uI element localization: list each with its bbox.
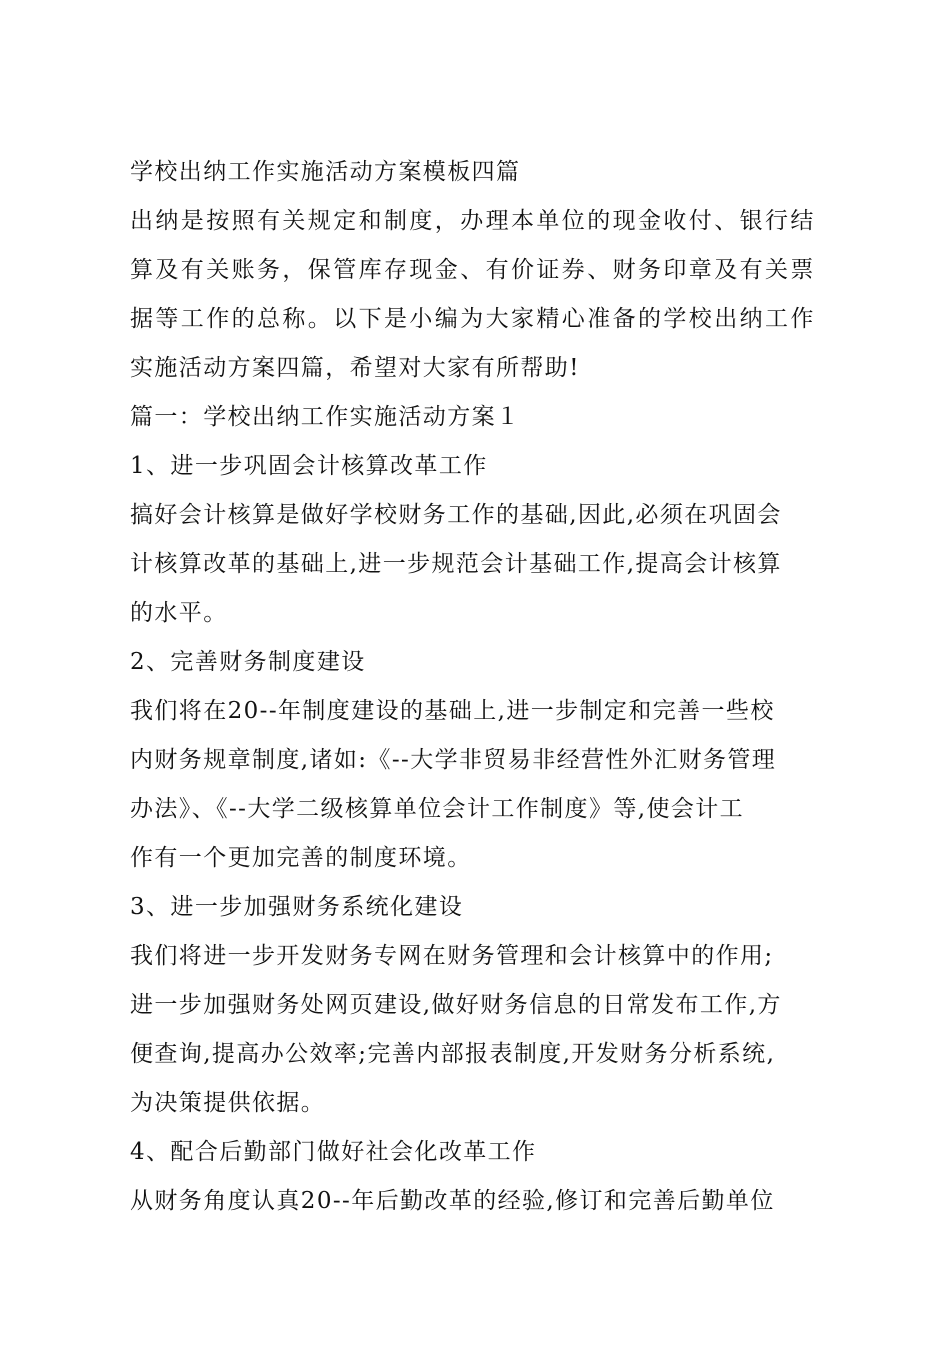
intro-paragraph xyxy=(130,197,822,393)
document-title: 学校出纳工作实施活动方案模板四篇 xyxy=(130,159,521,185)
paragraph-line: 从财务角度认真20--年后勤改革的经验,修订和完善后勤单位 xyxy=(130,1188,775,1214)
section-heading: 3、进一步加强财务系统化建设 xyxy=(130,894,464,920)
section-paragraph xyxy=(130,687,822,883)
section-heading: 4、配合后勤部门做好社会化改革工作 xyxy=(130,1139,537,1165)
paragraph-line: 我们将在20--年制度建设的基础上,进一步制定和完善一些校 xyxy=(130,698,775,724)
paragraph-line: 搞好会计核算是做好学校财务工作的基础,因此,必须在巩固会 xyxy=(130,502,782,528)
paragraph-line: 便查询,提高办公效率;完善内部报表制度,开发财务分析系统, xyxy=(130,1041,776,1067)
paragraph-line: 的水平。 xyxy=(130,600,228,626)
paragraph-line: 办法》、《--大学二级核算单位会计工作制度》等,使会计工 xyxy=(130,796,745,822)
intro-line: 实施活动方案四篇，希望对大家有所帮助! xyxy=(130,355,580,381)
section-heading: 2、完善财务制度建设 xyxy=(130,649,366,675)
section-paragraph xyxy=(130,932,822,1128)
paragraph-line: 进一步加强财务处网页建设,做好财务信息的日常发布工作,方 xyxy=(130,992,782,1018)
section-paragraph xyxy=(130,491,822,638)
paragraph-line: 为决策提供依据。 xyxy=(130,1090,326,1116)
document-body xyxy=(130,148,822,1226)
paragraph-line: 内财务规章制度,诸如:《--大学非贸易非经营性外汇财务管理 xyxy=(130,747,777,773)
paragraph-line: 计核算改革的基础上,进一步规范会计基础工作,提高会计核算 xyxy=(130,551,782,577)
section-heading: 1、进一步巩固会计核算改革工作 xyxy=(130,453,488,479)
paragraph-line: 作有一个更加完善的制度环境。 xyxy=(130,845,472,871)
intro-line: 据等工作的总称。以下是小编为大家精心准备的学校出纳工作 xyxy=(130,306,816,332)
section-paragraph xyxy=(130,1177,822,1226)
part-heading: 篇一：学校出纳工作实施活动方案１ xyxy=(130,404,521,430)
intro-line: 出纳是按照有关规定和制度，办理本单位的现金收付、银行结 xyxy=(130,208,816,234)
paragraph-line: 我们将进一步开发财务专网在财务管理和会计核算中的作用; xyxy=(130,943,774,969)
intro-line: 算及有关账务，保管库存现金、有价证券、财务印章及有关票 xyxy=(130,257,816,283)
